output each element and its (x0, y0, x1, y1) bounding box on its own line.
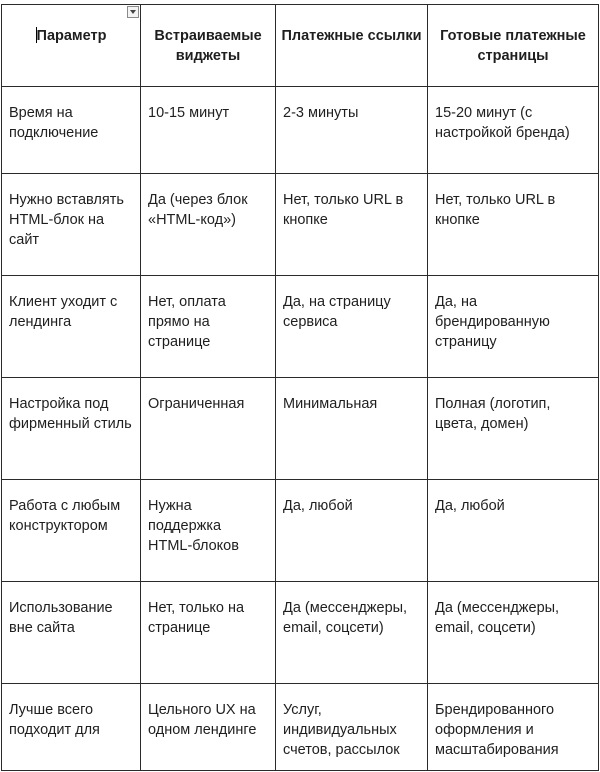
cell-parameter[interactable] (2, 480, 141, 582)
cell-parameter[interactable] (2, 378, 141, 480)
cell-text: Нужна поддержка HTML-блоков (148, 498, 239, 554)
header-row (2, 5, 599, 87)
cell-parameter[interactable] (2, 87, 141, 174)
cell-links[interactable] (276, 276, 428, 378)
cell-text: Использование вне сайта (9, 600, 113, 636)
table-row (2, 582, 599, 684)
cell-pages[interactable] (428, 684, 599, 771)
cell-pages[interactable] (428, 276, 599, 378)
cell-text: Нужно вставлять HTML-блок на сайт (9, 192, 124, 248)
cell-pages[interactable] (428, 87, 599, 174)
cell-parameter[interactable] (2, 582, 141, 684)
cell-text: Ограниченная (148, 396, 245, 412)
table-row (2, 174, 599, 276)
cell-text: Минимальная (283, 396, 378, 412)
cell-pages[interactable] (428, 174, 599, 276)
cell-text: Услуг, индивидуальных счетов, рассылок (283, 702, 400, 758)
header-label-widgets: Встраиваемые виджеты (154, 28, 262, 64)
cell-text: Да, любой (435, 498, 505, 514)
cell-links[interactable] (276, 174, 428, 276)
cell-text: Нет, только на странице (148, 600, 245, 636)
cell-text: Полная (логотип, цвета, домен) (435, 396, 551, 432)
cell-widgets[interactable] (141, 87, 276, 174)
cell-links[interactable] (276, 684, 428, 771)
cell-text: Нет, оплата прямо на странице (148, 294, 226, 350)
cell-text: Цельного UX на одном лендинге (148, 702, 257, 738)
cell-text: Клиент уходит с лендинга (9, 294, 118, 330)
table-row (2, 480, 599, 582)
header-cell-links[interactable] (276, 5, 428, 87)
header-cell-parameter[interactable] (2, 5, 141, 87)
header-label-pages: Готовые платежные страницы (440, 28, 586, 64)
cell-widgets[interactable] (141, 684, 276, 771)
table-row (2, 684, 599, 771)
cell-text: Настройка под фирменный стиль (9, 396, 132, 432)
cell-text: Нет, только URL в кнопке (435, 192, 556, 228)
header-label-links: Платежные ссылки (281, 28, 422, 44)
cell-widgets[interactable] (141, 378, 276, 480)
cell-text: Да (мессенджеры, email, соцсети) (435, 600, 560, 636)
table-row (2, 276, 599, 378)
cell-text: Да, на брендированную страницу (435, 294, 550, 350)
cell-parameter[interactable] (2, 684, 141, 771)
cell-text: Да, любой (283, 498, 353, 514)
cell-pages[interactable] (428, 480, 599, 582)
cell-widgets[interactable] (141, 276, 276, 378)
cell-text: Нет, только URL в кнопке (283, 192, 404, 228)
cell-widgets[interactable] (141, 174, 276, 276)
cell-text: Время на подключение (9, 105, 99, 141)
cell-text: 15-20 минут (с настройкой бренда) (435, 105, 570, 141)
cell-text: 2-3 минуты (283, 105, 359, 121)
cell-text: Да (через блок «HTML-код») (148, 192, 248, 228)
cell-pages[interactable] (428, 378, 599, 480)
header-label-parameter: Параметр (36, 28, 107, 44)
cell-links[interactable] (276, 87, 428, 174)
cell-text: Лучше всего подходит для (9, 702, 100, 738)
header-cell-widgets[interactable] (141, 5, 276, 87)
cell-text: Да (мессенджеры, email, соцсети) (283, 600, 408, 636)
cell-parameter[interactable] (2, 276, 141, 378)
cell-links[interactable] (276, 378, 428, 480)
cell-links[interactable] (276, 480, 428, 582)
cell-text: Брендированного оформления и масштабирования (435, 702, 559, 758)
header-cell-pages[interactable] (428, 5, 599, 87)
cell-text: Работа с любым конструктором (9, 498, 121, 534)
cell-widgets[interactable] (141, 480, 276, 582)
cell-text: 10-15 минут (148, 105, 230, 121)
cell-pages[interactable] (428, 582, 599, 684)
cell-links[interactable] (276, 582, 428, 684)
table-row (2, 87, 599, 174)
filter-dropdown-icon[interactable] (127, 6, 139, 18)
cell-widgets[interactable] (141, 582, 276, 684)
comparison-table (1, 4, 599, 771)
cell-text: Да, на страницу сервиса (283, 294, 391, 330)
cell-parameter[interactable] (2, 174, 141, 276)
table-row (2, 378, 599, 480)
